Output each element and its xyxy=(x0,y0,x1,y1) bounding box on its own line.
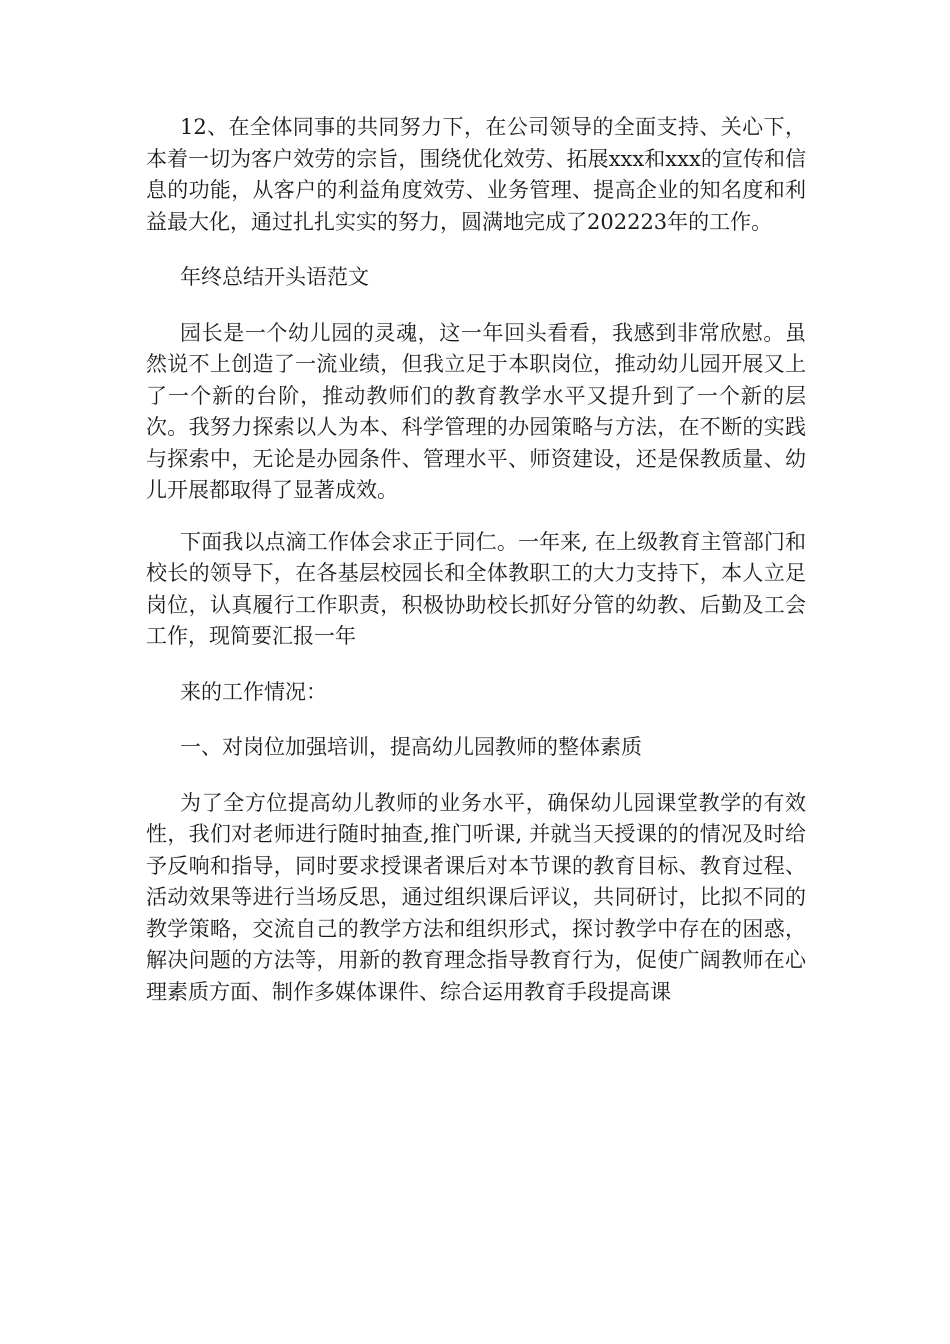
section-heading-teacher-training: 一、对岗位加强培训，提高幼儿园教师的整体素质 xyxy=(180,735,642,759)
paragraph-work-situation: 来的工作情况： xyxy=(180,679,327,704)
section-heading-year-end-summary: 年终总结开头语范文 xyxy=(180,265,369,289)
paragraph-work-completion: 12、在全体同事的共同努力下，在公司领导的全面支持、关心下，本着一切为客户效劳的宗旨，围绕优化效劳、拓展xxx和xxx的宣传和信息的功能，从客户的利益角度效劳、业务管理、提高企业的知名度和利益最大化，通过扎扎实实的努力，圆满地完成了202223年的工作。 xyxy=(146,115,806,234)
paragraph-report-intro: 下面我以点滴工作体会求正于同仁。一年来, 在上级教育主管部门和校长的领导下，在各基层校园长和全体教职工的大力支持下，本人立足岗位，认真履行工作职责，积极协助校长抓好分管的幼教、后勤及工会工作，现简要汇报一年 xyxy=(146,529,806,648)
paragraph-teacher-training-detail: 为了全方位提高幼儿教师的业务水平，确保幼儿园课堂教学的有效性，我们对老师进行随时抽查,推门听课, 并就当天授课的的情况及时给予反响和指导，同时要求授课者课后对本节课的教育目标、教育过程、活动效果等进行当场反思，通过组织课后评议，共同研讨，比拟不同的教学策略，交流自己的教学方法和组织形式，探讨教学中存在的困惑，解决问题的方法等，用新的教育理念指导教育行为，促使广阔教师在心理素质方面、制作多媒体课件、综合运用教育手段提高课 xyxy=(146,790,806,1004)
document-page xyxy=(146,112,806,1008)
paragraph-principal-reflection: 园长是一个幼儿园的灵魂，这一年回头看看，我感到非常欣慰。虽然说不上创造了一流业绩，但我立足于本职岗位，推动幼儿园开展又上了一个新的台阶，推动教师们的教育教学水平又提升到了一个新的层次。我努力探索以人为本、科学管理的办园策略与方法，在不断的实践与探索中，无论是办园条件、管理水平、师资建设，还是保教质量、幼儿开展都取得了显著成效。 xyxy=(146,320,806,502)
